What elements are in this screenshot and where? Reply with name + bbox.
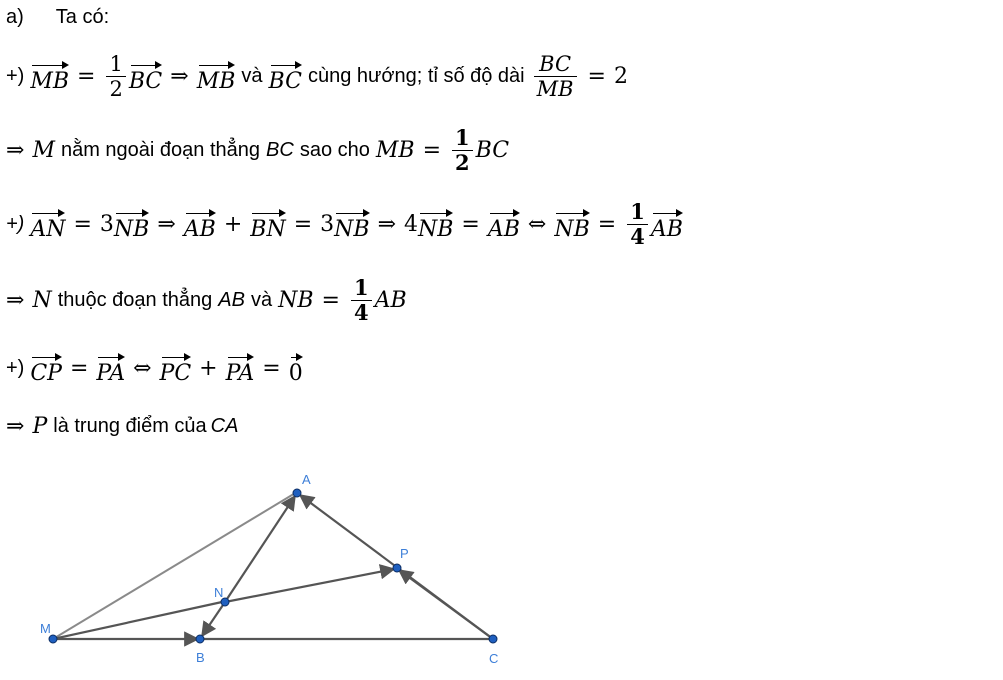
vector-mb: MB (30, 60, 69, 93)
vector-nb: NB (418, 208, 453, 241)
vector-nb: NB (334, 208, 369, 241)
point-n: N (32, 288, 52, 314)
vector-ab: AB (488, 208, 520, 241)
heading (6, 6, 109, 29)
implies-arrow: ⇒ (6, 414, 25, 439)
equals-sign: = (69, 356, 89, 381)
vector-pa: PA (96, 352, 125, 385)
length-mb: MB (375, 138, 415, 164)
equals-sign: = (422, 138, 442, 164)
label-p: P (400, 546, 409, 561)
equals-sign: = (587, 64, 606, 90)
fraction-numerator: 1 (630, 199, 645, 224)
point-m: M (32, 138, 55, 164)
such-that-text: sao cho (299, 139, 370, 162)
vector-bc: BC (269, 60, 302, 93)
line-5 (6, 352, 303, 385)
segment-ab: AB (218, 289, 245, 312)
implies-arrow: ⇒ (170, 64, 189, 90)
zero-vector: 0 (289, 352, 303, 385)
label-n: N (214, 585, 224, 600)
fraction-numerator: 1 (353, 275, 369, 300)
vector-n-p-line (225, 569, 394, 602)
coefficient: 3 (320, 212, 335, 238)
label-a: A (302, 472, 311, 487)
equals-sign: = (321, 288, 340, 314)
implies-arrow: ⇒ (6, 138, 25, 164)
point-p-dot (393, 564, 401, 572)
vector-n-b-line (202, 602, 225, 636)
outside-segment-text: nằm ngoài đoạn thẳng (60, 139, 261, 162)
fraction-one-half (106, 52, 125, 101)
segment-m-a (53, 492, 297, 639)
fraction-one-quarter (351, 276, 372, 325)
fraction-numerator: 1 (109, 52, 123, 76)
plus-sign: + (199, 356, 218, 381)
line-6 (6, 414, 238, 439)
point-a-dot (293, 489, 301, 497)
point-p: P (32, 414, 48, 439)
point-m-dot (49, 635, 57, 643)
ratio-numerator: BC (539, 52, 572, 76)
vector-nb: NB (114, 208, 149, 241)
segment-ca: CA (210, 415, 239, 437)
conjunction-text: và (241, 65, 263, 88)
line1-prefix: +) (6, 65, 25, 88)
implies-arrow: ⇒ (157, 212, 176, 238)
vector-pc: PC (160, 352, 192, 385)
equals-sign: = (77, 64, 96, 90)
coefficient: 3 (99, 212, 114, 238)
vector-nb: NB (554, 208, 589, 241)
equals-sign: = (597, 212, 617, 238)
line-4 (6, 276, 407, 325)
length-bc: BC (475, 138, 510, 164)
plus-sign: + (223, 212, 243, 238)
fraction-denominator: 2 (452, 150, 473, 175)
line-1 (6, 52, 628, 101)
vector-n-a-line (225, 496, 295, 602)
vector-ab: AB (184, 208, 216, 241)
iff-arrow: ⇔ (133, 356, 152, 381)
fraction-denominator: 4 (351, 300, 372, 325)
triangle-diagram (0, 460, 560, 675)
ratio-value: 2 (613, 64, 628, 90)
length-nb: NB (278, 288, 314, 314)
heading-marker: a) (6, 6, 24, 28)
equals-sign: = (461, 212, 480, 238)
implies-arrow: ⇒ (377, 212, 396, 238)
vector-cp: CP (30, 352, 62, 385)
line3-prefix: +) (6, 213, 25, 236)
line5-prefix: +) (6, 357, 25, 379)
vector-bc: BC (129, 60, 162, 93)
label-c: C (489, 651, 499, 666)
iff-arrow: ⇔ (527, 212, 547, 238)
label-b: B (196, 650, 205, 665)
heading-text: Ta có: (55, 6, 110, 28)
fraction-denominator: 4 (627, 224, 648, 249)
triangle-figure (0, 460, 560, 680)
vector-an: AN (30, 208, 65, 241)
line-3 (6, 200, 683, 249)
coefficient: 4 (404, 212, 418, 238)
fraction-one-quarter (627, 200, 648, 249)
same-direction-text: cùng hướng; tỉ số độ dài (307, 65, 525, 88)
fraction-numerator: 1 (455, 125, 470, 150)
length-ab: AB (374, 288, 407, 314)
fraction-denominator: 2 (106, 76, 125, 101)
vector-c-p-line (399, 570, 493, 639)
midpoint-text: là trung điểm của (53, 415, 207, 437)
line-2 (6, 126, 509, 175)
ratio-denominator: MB (534, 76, 577, 101)
vector-pa: PA (226, 352, 255, 385)
fraction-one-half (452, 126, 473, 175)
vector-mb: MB (197, 60, 236, 93)
equals-sign: = (262, 356, 281, 381)
ratio-fraction (534, 52, 577, 101)
segment-bc: BC (266, 139, 294, 162)
conjunction-text: và (250, 289, 273, 312)
point-b-dot (196, 635, 204, 643)
vector-ab: AB (651, 208, 683, 241)
implies-arrow: ⇒ (6, 288, 25, 314)
vector-m-n-line (53, 602, 222, 639)
label-m: M (40, 621, 51, 636)
on-segment-text: thuộc đoạn thẳng (57, 289, 213, 312)
vector-bn: BN (250, 208, 285, 241)
point-c-dot (489, 635, 497, 643)
equals-sign: = (293, 212, 313, 238)
equals-sign: = (73, 212, 92, 238)
